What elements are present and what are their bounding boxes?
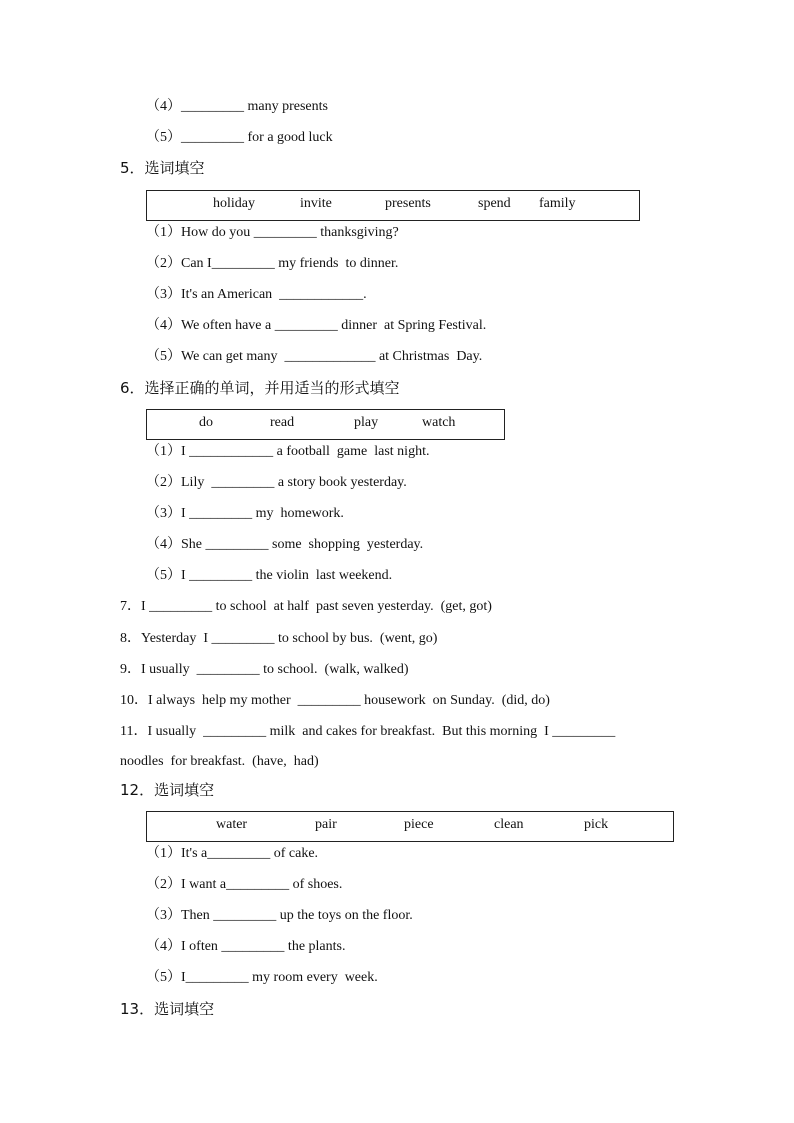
q12-item-4: （4）I often _________ the plants.: [146, 939, 346, 954]
q12-word: water: [216, 817, 248, 832]
q12-item-1: （1）It's a_________ of cake.: [146, 846, 319, 861]
q5-title: 5．选词填空: [120, 159, 205, 177]
q6-word-box: [146, 409, 505, 440]
q12-word: pick: [584, 817, 609, 832]
q6-word: read: [270, 415, 295, 430]
q12-word: clean: [494, 817, 524, 832]
q6-word: watch: [422, 415, 456, 430]
q5-word: holiday: [213, 196, 255, 211]
q6-item-2: （2）Lily _________ a story book yesterday.: [146, 475, 407, 490]
q12-item-3: （3）Then _________ up the toys on the floor.: [146, 908, 413, 923]
q5-word: family: [539, 196, 576, 211]
q12-item-2: （2）I want a_________ of shoes.: [146, 877, 343, 892]
q6-item-4: （4）She _________ some shopping yesterday.: [146, 537, 424, 552]
q6-word: do: [199, 415, 213, 430]
q11-line-1: 11．I usually _________ milk and cakes for breakfast. But this morning I _________: [120, 724, 616, 739]
q5-item-3: （3）It's an American ____________.: [146, 287, 367, 302]
q5-item-1: （1）How do you _________ thanksgiving?: [146, 225, 399, 240]
q9: 9．I usually _________ to school. (walk, walked): [120, 662, 409, 677]
q6-word: play: [354, 415, 379, 430]
q12-item-5: （5）I_________ my room every week.: [146, 970, 378, 985]
q4-item-5: （5）_________ for a good luck: [146, 130, 333, 145]
q5-item-4: （4）We often have a _________ dinner at Spring Festival.: [146, 318, 487, 333]
q5-word: spend: [478, 196, 511, 211]
q8: 8．Yesterday I _________ to school by bus. (went, go): [120, 631, 438, 646]
q12-word: pair: [315, 817, 337, 832]
q6-item-3: （3）I _________ my homework.: [146, 506, 344, 521]
q12-word: piece: [404, 817, 434, 832]
q12-title: 12．选词填空: [120, 781, 215, 799]
q5-item-5: （5）We can get many _____________ at Christmas Day.: [146, 349, 483, 364]
q6-title: 6．选择正确的单词，并用适当的形式填空: [120, 379, 400, 397]
q4-item-4: （4）_________ many presents: [146, 99, 328, 114]
q13-title: 13．选词填空: [120, 1000, 215, 1018]
q6-item-1: （1）I ____________ a football game last night.: [146, 444, 430, 459]
q5-item-2: （2）Can I_________ my friends to dinner.: [146, 256, 399, 271]
q5-word: invite: [300, 196, 332, 211]
q12-word-box: [146, 811, 674, 842]
q10: 10．I always help my mother _________ housework on Sunday. (did, do): [120, 693, 550, 708]
q11-line-2: noodles for breakfast. (have, had): [120, 754, 319, 769]
q6-item-5: （5）I _________ the violin last weekend.: [146, 568, 393, 583]
q5-word-box: [146, 190, 640, 221]
q5-word: presents: [385, 196, 431, 211]
q7: 7．I _________ to school at half past seven yesterday. (get, got): [120, 599, 492, 614]
